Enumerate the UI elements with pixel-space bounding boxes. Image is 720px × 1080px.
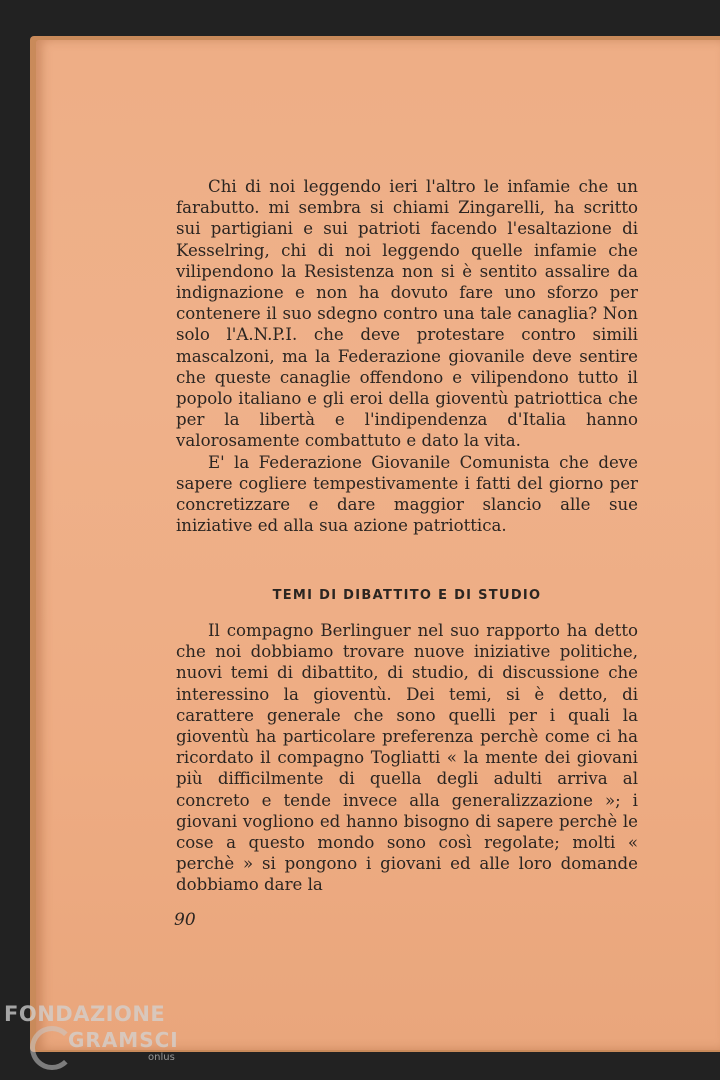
paragraph-3: Il compagno Berlinguer nel suo rapporto ha detto che noi dobbiamo trovare nuove iniziative politiche, nuovi temi di dibattito, di studio, di discussione che interessino la gioventù. Dei temi, si è detto, di carattere generale che sono quelli per i quali la gioventù ha particolare preferenza perchè come ci ha ricordato il compagno Togliatti « la mente dei giovani più difficilmente di quella degli adulti arriva al concreto e tende invece alla generalizzazione »; i giovani vogliono ed hanno bisogno di sapere perchè le cose a questo mondo sono così regolate; molti « perchè » si pongono i giovani ed alle loro domande dobbiamo dare la xyxy=(176,621,638,895)
paragraph-2: E' la Federazione Giovanile Comunista che deve sapere cogliere tempestivamente i fatti del giorno per concretizzare e dare maggior slancio alle sue iniziative ed alla sua azione patriottica. xyxy=(176,452,638,536)
section-heading: TEMI DI DIBATTITO E DI STUDIO xyxy=(272,588,542,603)
page-number: 90 xyxy=(174,910,196,930)
watermark-line-3: onlus xyxy=(148,1052,175,1063)
paragraph-1: Chi di noi leggendo ieri l'altro le infamie che un farabutto. mi sembra si chiami Zingarelli, ha scritto sui partigiani e sui patrioti facendo l'esaltazione di Kesselring, chi di noi leggendo quelle infamie che vilipendono la Resistenza non si è sentito assalire da indignazione e non ha dovuto fare uno sforzo per contenere il suo sdegno contro una tale canaglia? Non solo l'A.N.P.I. che deve protestare contro simili mascalzoni, ma la Federazione giovanile deve sentire che queste canaglie offendono e vilipendono tutto il popolo italiano e gli eroi della gioventù patriottica che per la libertà e l'indipendenza d'Italia hanno valorosamente combattuto e dato la vita. xyxy=(176,177,638,451)
body-text-top xyxy=(176,176,638,536)
watermark-line-1: FONDAZIONE xyxy=(4,1002,166,1026)
watermark-logo xyxy=(4,1000,204,1080)
body-text-bottom xyxy=(176,620,638,896)
watermark-line-2: GRAMSCI xyxy=(68,1028,179,1052)
